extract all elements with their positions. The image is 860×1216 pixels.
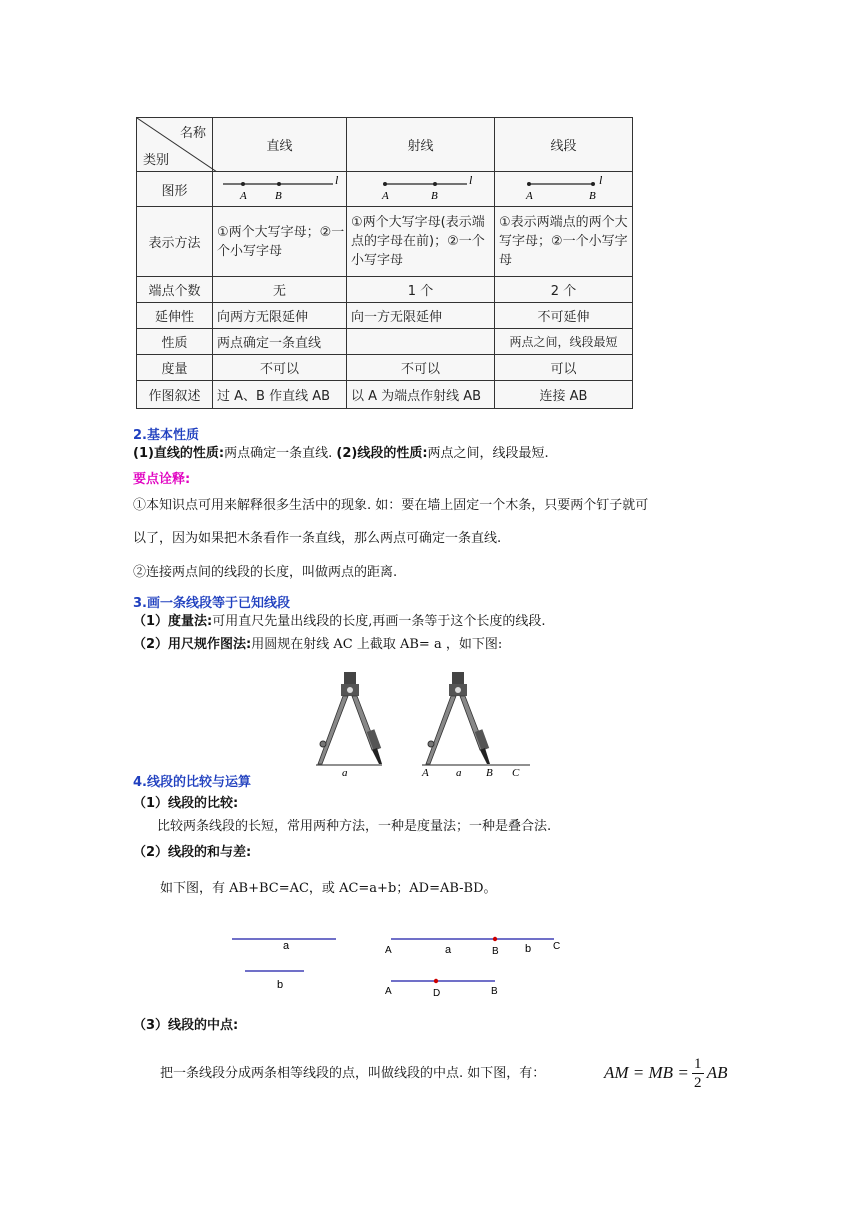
point-label-B: B bbox=[589, 190, 596, 202]
point-D bbox=[434, 979, 438, 983]
fig-label-a2: a bbox=[456, 767, 462, 779]
measure-method-text: 可用直尺先量出线段的长度,再画一条等于这个长度的线段. bbox=[212, 614, 546, 629]
point-B bbox=[493, 937, 497, 941]
formula-left: AM = MB = bbox=[604, 1063, 689, 1082]
line-label-l: l bbox=[335, 173, 339, 187]
figure-line-cell bbox=[213, 172, 347, 207]
label-a: a bbox=[283, 940, 290, 952]
section-2-properties bbox=[133, 446, 549, 462]
measure-segment: 可以 bbox=[495, 355, 633, 381]
ray-label-l: l bbox=[469, 173, 473, 187]
note-1-line-1: ①本知识点可用来解释很多生活中的现象. 如：要在墙上固定一个木条，只要两个钉子就可 bbox=[133, 498, 649, 513]
line-figure bbox=[213, 172, 346, 202]
fig-label-C: C bbox=[512, 767, 520, 779]
table-corner-cell bbox=[137, 118, 213, 172]
note-1-line-2: 以了，因为如果把木条看作一条直线，那么两点可确定一条直线. bbox=[133, 531, 502, 546]
measure-method bbox=[133, 614, 546, 630]
notation-segment: ①表示两端点的两个大写字母；②一个小写字母 bbox=[495, 207, 633, 277]
point-label-A: A bbox=[240, 190, 247, 202]
section-3-title: 3.画一条线段等于已知线段 bbox=[133, 596, 290, 611]
compass-method-text: 用圆规在射线 AC 上截取 AB= a ，如下图: bbox=[251, 637, 503, 652]
formula-fraction bbox=[692, 1055, 704, 1092]
label-D: D bbox=[433, 988, 441, 999]
line-property-label: (1)直线的性质: bbox=[133, 446, 225, 461]
figure-ray-cell bbox=[347, 172, 495, 207]
measure-method-label: （1）度量法: bbox=[133, 614, 213, 629]
notation-line: ①两个大写字母；②一个小写字母 bbox=[213, 207, 347, 277]
comparison-label: （1）线段的比较: bbox=[133, 796, 239, 811]
section-4-title: 4.线段的比较与运算 bbox=[133, 775, 251, 790]
label-a2: a bbox=[445, 944, 452, 956]
row-label-figure: 图形 bbox=[137, 172, 213, 207]
midpoint-label: （3）线段的中点: bbox=[133, 1018, 239, 1033]
fraction-denominator: 2 bbox=[692, 1073, 704, 1092]
midpoint-text: 把一条线段分成两条相等线段的点，叫做线段的中点. 如下图，有： bbox=[160, 1066, 546, 1081]
label-B1: B bbox=[492, 946, 499, 957]
measure-line: 不可以 bbox=[213, 355, 347, 381]
comparison-text: 比较两条线段的长短，常用两种方法，一种是度量法；一种是叠合法. bbox=[157, 819, 552, 834]
label-b2: b bbox=[525, 943, 532, 955]
sum-difference-text: 如下图，有 AB+BC=AC，或 AC=a+b；AD=AB-BD。 bbox=[160, 881, 497, 896]
endpoints-segment: 2 个 bbox=[495, 277, 633, 303]
extension-ray: 向一方无限延伸 bbox=[347, 303, 495, 329]
point-label-B: B bbox=[431, 190, 438, 202]
fraction-numerator: 1 bbox=[694, 1055, 702, 1072]
compass-method bbox=[133, 637, 502, 653]
construction-line: 过 A、B 作直线 AB bbox=[213, 381, 347, 409]
note-2: ②连接两点间的线段的长度，叫做两点的距离. bbox=[133, 565, 398, 580]
label-A1: A bbox=[385, 945, 392, 956]
compass-right bbox=[426, 672, 490, 764]
column-header-segment: 线段 bbox=[495, 118, 633, 172]
row-label-notation: 表示方法 bbox=[137, 207, 213, 277]
label-B2: B bbox=[491, 986, 498, 997]
label-b: b bbox=[277, 979, 284, 991]
construction-ray: 以 A 为端点作射线 AB bbox=[347, 381, 495, 409]
fig-label-B: B bbox=[486, 767, 493, 779]
extension-segment: 不可延伸 bbox=[495, 303, 633, 329]
segment-sum-figure bbox=[225, 925, 575, 1000]
midpoint-formula bbox=[604, 1048, 728, 1098]
line-property-text: 两点确定一条直线. bbox=[224, 446, 337, 461]
point-label-A: A bbox=[382, 190, 389, 202]
fig-label-a: a bbox=[342, 767, 348, 779]
endpoints-line: 无 bbox=[213, 277, 347, 303]
corner-bottom-label: 类别 bbox=[143, 153, 170, 168]
property-segment: 两点之间，线段最短 bbox=[495, 329, 633, 355]
segment-label-l: l bbox=[599, 173, 603, 187]
point-label-B: B bbox=[275, 190, 282, 202]
formula-right: AB bbox=[706, 1063, 728, 1082]
ray-figure bbox=[347, 172, 494, 202]
row-label-construction: 作图叙述 bbox=[137, 381, 213, 409]
key-points-title: 要点诠释: bbox=[133, 472, 191, 487]
segment-figure bbox=[495, 172, 632, 202]
compass-method-label: （2）用尺规作图法: bbox=[133, 637, 252, 652]
label-C: C bbox=[553, 941, 561, 952]
label-A2: A bbox=[385, 986, 392, 997]
segment-property-label: (2)线段的性质: bbox=[336, 446, 428, 461]
line-types-table bbox=[136, 117, 633, 409]
notation-ray: ①两个大写字母(表示端点的字母在前)；②一个小写字母 bbox=[347, 207, 495, 277]
row-label-extension: 延伸性 bbox=[137, 303, 213, 329]
row-label-endpoints: 端点个数 bbox=[137, 277, 213, 303]
figure-segment-cell bbox=[495, 172, 633, 207]
fig-label-A: A bbox=[422, 767, 429, 779]
segment-property-text: 两点之间，线段最短. bbox=[427, 446, 549, 461]
compass-construction-figure bbox=[310, 670, 532, 780]
row-label-measure: 度量 bbox=[137, 355, 213, 381]
measure-ray: 不可以 bbox=[347, 355, 495, 381]
compass-left bbox=[318, 672, 382, 764]
section-2-title: 2.基本性质 bbox=[133, 428, 199, 443]
point-label-A: A bbox=[526, 190, 533, 202]
construction-segment: 连接 AB bbox=[495, 381, 633, 409]
property-ray bbox=[347, 329, 495, 355]
property-line: 两点确定一条直线 bbox=[213, 329, 347, 355]
sum-difference-label: （2）线段的和与差: bbox=[133, 845, 252, 860]
extension-line: 向两方无限延伸 bbox=[213, 303, 347, 329]
row-label-property: 性质 bbox=[137, 329, 213, 355]
corner-top-label: 名称 bbox=[179, 126, 206, 141]
column-header-ray: 射线 bbox=[347, 118, 495, 172]
column-header-line: 直线 bbox=[213, 118, 347, 172]
endpoints-ray: 1 个 bbox=[347, 277, 495, 303]
